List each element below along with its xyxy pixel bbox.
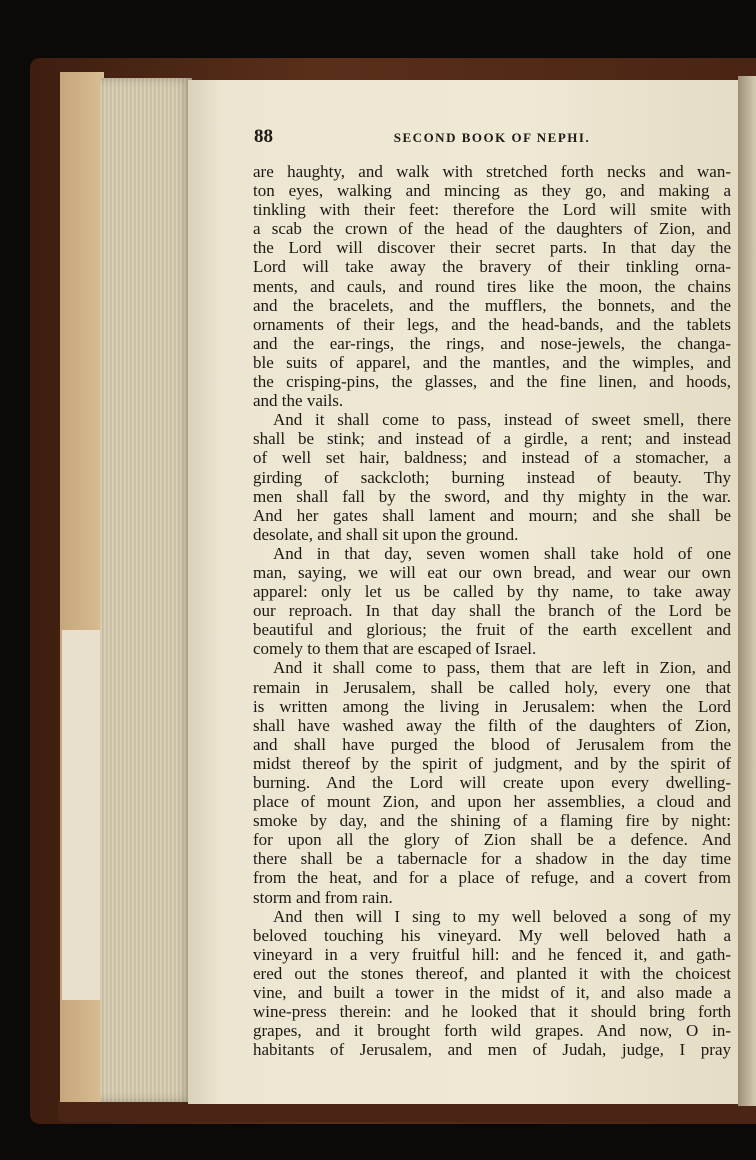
- text-line: man, saying, we will eat our own bread, and wear our own: [253, 562, 731, 582]
- text-line: from the heat, and for a place of refuge, and a covert from: [253, 868, 731, 888]
- text-line: desolate, and shall sit upon the ground.: [253, 524, 519, 544]
- text-line: the crisping-pins, the glasses, and the fine linen, and hoods,: [253, 372, 731, 392]
- text-line: midst thereof by the spirit of judgment, and by the spirit of: [253, 753, 731, 773]
- text-line: habitants of Jerusalem, and men of Judah, judge, I pray: [253, 1040, 731, 1060]
- text-line: remain in Jerusalem, shall be called holy, every one that: [253, 677, 731, 697]
- text-line: vine, and built a tower in the midst of it, and also made a: [253, 983, 731, 1003]
- facing-page-edge: [738, 76, 756, 1106]
- text-line: shall have washed away the filth of the daughters of Zion,: [253, 715, 731, 735]
- body-text: [253, 162, 731, 1059]
- text-line: grapes, and it brought forth wild grapes. And now, O in-: [253, 1021, 731, 1041]
- text-line: men shall fall by the sword, and thy mighty in the war.: [253, 486, 731, 506]
- text-line: apparel: only let us be called by thy name, to take away: [253, 582, 731, 602]
- text-line: there shall be a tabernacle for a shadow in the day time: [253, 849, 731, 869]
- text-line: tinkling with their feet: therefore the Lord will smite with: [253, 200, 731, 220]
- text-line: beautiful and glorious; the fruit of the earth excellent and: [253, 620, 731, 640]
- text-line: place of mount Zion, and upon her assemblies, a cloud and: [253, 792, 731, 812]
- text-line: wine-press therein: and he looked that it should bring forth: [253, 1002, 731, 1022]
- text-line: girding of sackcloth; burning instead of beauty. Thy: [253, 467, 731, 487]
- text-line: ton eyes, walking and mincing as they go, and making a: [253, 181, 731, 201]
- text-line: And her gates shall lament and mourn; and she shall be: [253, 505, 731, 525]
- text-line: ble suits of apparel, and the mantles, and the wimples, and: [253, 352, 731, 372]
- text-line: beloved touching his vineyard. My well beloved hath a: [253, 925, 731, 945]
- text-line: comely to them that are escaped of Israel.: [253, 639, 537, 659]
- text-line: of well set hair, baldness; and instead of a stomacher, a: [253, 448, 731, 468]
- page-edges: [100, 78, 192, 1102]
- running-head: SECOND BOOK OF NEPHI.: [393, 130, 591, 145]
- text-line: and the vails.: [253, 391, 344, 411]
- text-line: and shall have purged the blood of Jerusalem from the: [253, 734, 731, 754]
- text-line: and the bracelets, and the mufflers, the bonnets, and the: [253, 295, 731, 315]
- flyleaf: [62, 630, 102, 1000]
- text-line: our reproach. In that day shall the branch of the Lord be: [253, 601, 731, 621]
- text-line: And in that day, seven women shall take hold of one: [273, 543, 731, 563]
- text-line: are haughty, and walk with stretched forth necks and wan-: [253, 162, 731, 181]
- text-line: ered out the stones thereof, and planted it with the choicest: [253, 963, 731, 983]
- text-line: for upon all the glory of Zion shall be a defence. And: [253, 830, 731, 850]
- text-line: ments, and cauls, and round tires like the moon, the chains: [253, 276, 731, 296]
- text-line: shall be stink; and instead of a girdle, a rent; and instead: [253, 429, 731, 449]
- text-line: burning. And the Lord will create upon every dwelling-: [253, 773, 731, 792]
- text-line: ornaments of their legs, and the head-bands, and the tablets: [253, 314, 731, 334]
- text-line: smoke by day, and the shining of a flaming fire by night:: [253, 811, 731, 831]
- text-line: And then will I sing to my well beloved a song of my: [273, 906, 731, 926]
- text-line: Lord will take away the bravery of their tinkling orna-: [253, 257, 731, 277]
- text-line: storm and from rain.: [253, 887, 393, 907]
- text-line: the Lord will discover their secret parts. In that day the: [253, 238, 731, 258]
- text-line: and the ear-rings, the rings, and nose-jewels, the changa-: [253, 333, 731, 353]
- page-header: [254, 126, 730, 152]
- text-line: And it shall come to pass, instead of sweet smell, there: [273, 410, 731, 430]
- text-line: is written among the living in Jerusalem: when the Lord: [253, 696, 731, 716]
- text-line: vineyard in a very fruitful hill: and he fenced it, and gath-: [253, 944, 731, 964]
- page-number: 88: [254, 126, 273, 147]
- text-line: And it shall come to pass, them that are left in Zion, and: [273, 658, 731, 678]
- text-line: a scab the crown of the head of the daughters of Zion, and: [253, 219, 731, 239]
